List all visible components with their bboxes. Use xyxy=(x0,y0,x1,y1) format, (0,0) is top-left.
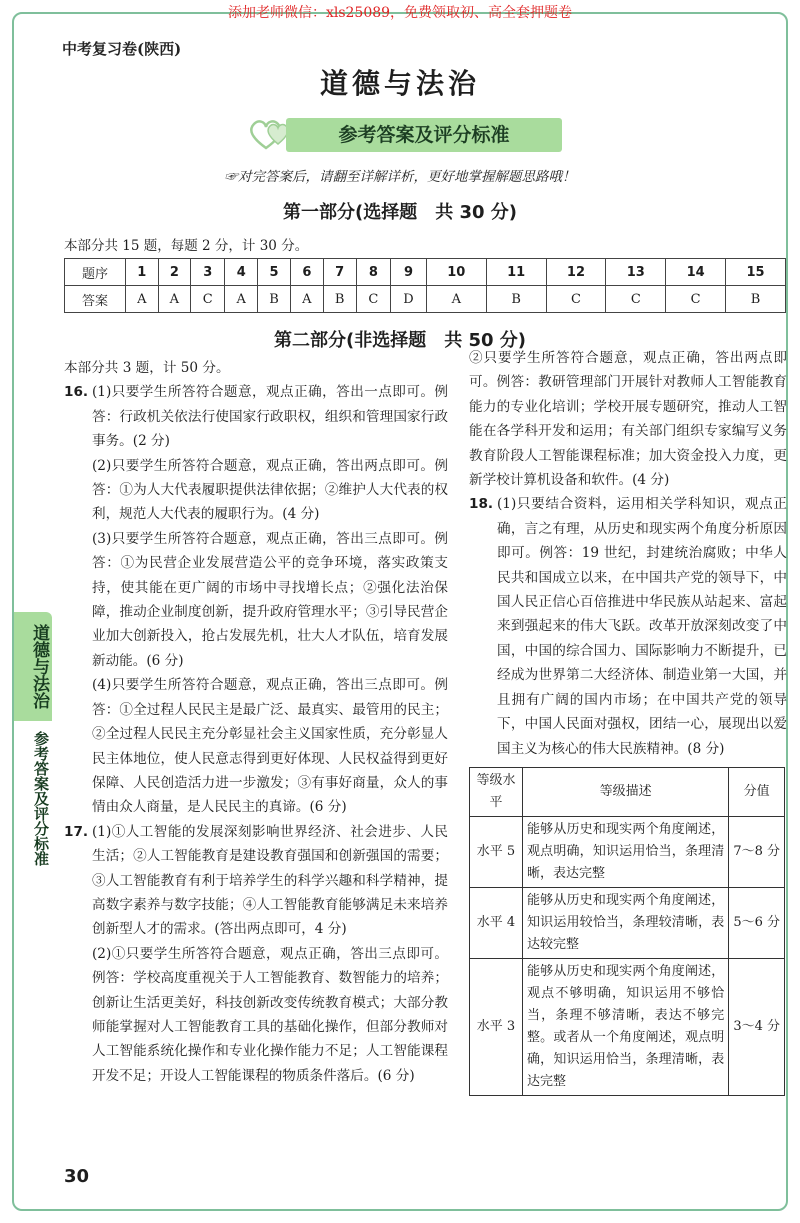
side-tab xyxy=(14,612,52,876)
grading-row xyxy=(470,887,785,958)
answer-cell: A xyxy=(225,286,258,313)
question-number-cell: 9 xyxy=(391,259,427,286)
question-number-cell: 5 xyxy=(258,259,291,286)
question-number-cell: 12 xyxy=(546,259,606,286)
question-number-cell: 8 xyxy=(356,259,390,286)
question-number-cell: 13 xyxy=(606,259,666,286)
question-18 xyxy=(469,492,787,760)
question-number-cell: 11 xyxy=(486,259,546,286)
q17-part1: (1)①人工智能的发展深刻影响世界经济、社会进步、人民生活；②人工智能教育是建设教育强国和创新强国的需要；③人工智能教育有利于培养学生的科学兴趣和科学精神，提高数字素养与数字技能；④人工智能教育能够满足未来培养创新型人才的需求。(答出两点即可，4 分) xyxy=(92,823,448,938)
question-number-cell: 4 xyxy=(225,259,258,286)
grade-desc: 能够从历史和现实两个角度阐述，知识运用较恰当，条理较清晰，表达较完整 xyxy=(523,887,729,958)
answer-cell: A xyxy=(158,286,191,313)
answer-cell: C xyxy=(666,286,726,313)
grade-level: 水平 3 xyxy=(470,958,523,1095)
grading-table-header xyxy=(470,767,785,816)
brand-label: 中考复习卷(陕西) xyxy=(62,40,182,58)
answer-cell: C xyxy=(546,286,606,313)
answer-cell: D xyxy=(391,286,427,313)
answer-cell: A xyxy=(291,286,324,313)
grading-row xyxy=(470,816,785,887)
grade-score: 7～8 分 xyxy=(729,816,785,887)
answer-cell: B xyxy=(323,286,356,313)
answer-cell: B xyxy=(726,286,786,313)
grade-desc: 能够从历史和现实两个角度阐述，观点明确，知识运用恰当，条理清晰，表达完整 xyxy=(523,816,729,887)
grade-head-level: 等级水平 xyxy=(470,767,523,816)
part2-intro: 本部分共 3 题，计 50 分。 xyxy=(64,360,230,376)
grade-desc: 能够从历史和现实两个角度阐述，观点不够明确，知识运用不够恰当，条理不够清晰，表达不够完整。或者从一个角度阐述，观点明确，知识运用恰当，条理清晰，表达完整 xyxy=(523,958,729,1095)
question-number-cell: 1 xyxy=(126,259,159,286)
part1-title: 第一部分(选择题 共 30 分) xyxy=(282,202,518,223)
question-16 xyxy=(64,380,448,819)
row-head-number: 题序 xyxy=(65,259,126,286)
q17-part2: (2)①只要学生所答符合题意，观点正确，答出三点即可。例答：学校高度重视关于人工智能教育、数智能力的培养；创新让生活更美好，科技创新改变传统教育模式；大部分教师能掌握对人工智能教育工具的基础化操作，但部分教师对人工智能系统化操作和专业化操作能力不足；人工智能课程开发不足；开设人工智能课程的物质条件落后。(6 分) xyxy=(92,945,448,1084)
answer-cell: C xyxy=(606,286,666,313)
q16-number: 16. xyxy=(64,384,89,401)
question-number-cell: 14 xyxy=(666,259,726,286)
answer-cell: B xyxy=(486,286,546,313)
q17-part3: ②只要学生所答符合题意，观点正确，答出两点即可。例答：教研管理部门开展针对教师人工智能教育能力的专业化培训；学校开展专题研究，推动人工智能在各学科开发和运用；有关部门组织专家编写义务教育阶段人工智能课程标准；加大资金投入力度，更新学校计算机设备和软件。(4 分) xyxy=(469,350,787,489)
answer-cell: C xyxy=(356,286,390,313)
watermark-text: 添加老师微信：xls25089，免费领取初、高全套押题卷 xyxy=(227,5,573,21)
answer-banner xyxy=(244,114,562,156)
q17-number: 17. xyxy=(64,823,89,840)
q18-number: 18. xyxy=(469,496,494,513)
page-title: 道德与法治 xyxy=(319,67,480,100)
q16-part4: (4)只要学生所答符合题意，观点正确，答出三点即可。例答：①全过程人民民主是最广泛、最真实、最管用的民主；②全过程人民民主充分彰显社会主义国家性质，充分彰显人民主体地位，使人民意志得到更好体现、人民权益得到更好保障、人民创造活力进一步激发；③有事好商量，众人的事情由众人商量，是人民民主的真谛。(6 分) xyxy=(92,677,448,816)
answer-table xyxy=(64,258,786,313)
answer-table-answer-row xyxy=(65,286,786,313)
grading-table xyxy=(469,767,785,1096)
grade-head-score: 分值 xyxy=(729,767,785,816)
grade-head-desc: 等级描述 xyxy=(523,767,729,816)
answer-table-number-row xyxy=(65,259,786,286)
answer-cell: A xyxy=(126,286,159,313)
page-number: 30 xyxy=(64,1166,90,1187)
part2-title: 第二部分(非选择题 共 50 分) xyxy=(273,330,527,351)
question-number-cell: 15 xyxy=(726,259,786,286)
question-17-continued xyxy=(469,346,787,492)
grade-score: 5～6 分 xyxy=(729,887,785,958)
question-number-cell: 3 xyxy=(191,259,225,286)
question-number-cell: 10 xyxy=(426,259,486,286)
q18-part1: (1)只要结合资料，运用相关学科知识，观点正确，言之有理，从历史和现实两个角度分析原因即可。例答：19 世纪，封建统治腐败；中华人民共和国成立以来，在中国共产党的领导下，中国人民正信心百倍推进中华民族从站起来、富起来到强起来的伟大飞跃。改革开放深刻改变了中国，中国的综合国力、国际影响力不断提升，已经成为世界第二大经济体、制造业第一大国，并且拥有广阔的国内市场；在中国共产党的领导下，中国人民面对强权，团结一心，展现出以爱国主义为核心的伟大民族精神。(8 分) xyxy=(497,496,787,757)
q16-part2: (2)只要学生所答符合题意，观点正确，答出两点即可。例答：①为人大代表履职提供法律依据；②维护人大代表的权利，规范人大代表的履职行为。(4 分) xyxy=(92,457,448,523)
grade-level: 水平 4 xyxy=(470,887,523,958)
left-column xyxy=(64,356,448,1088)
grade-level: 水平 5 xyxy=(470,816,523,887)
side-tab-subject: 道德与法治 xyxy=(14,612,52,721)
row-head-answer: 答案 xyxy=(65,286,126,313)
banner-title: 参考答案及评分标准 xyxy=(286,118,562,152)
grading-row xyxy=(470,958,785,1095)
part1-intro: 本部分共 15 题，每题 2 分，计 30 分。 xyxy=(64,238,309,254)
answer-cell: C xyxy=(191,286,225,313)
answer-cell: A xyxy=(426,286,486,313)
q16-part1: (1)只要学生所答符合题意，观点正确，答出一点即可。例答：行政机关依法行使国家行政职权，组织和管理国家行政事务。(2 分) xyxy=(92,384,448,450)
question-number-cell: 6 xyxy=(291,259,324,286)
right-column xyxy=(469,346,787,1096)
q16-part3: (3)只要学生所答符合题意，观点正确，答出三点即可。例答：①为民营企业发展营造公平的竞争环境，落实政策支持，使其能在更广阔的市场中寻找增长点；②强化法治保障，推动企业制度创新，提升政府管理水平；③引导民营企业加大创新投入，抢占发展先机，壮大人才队伍，培育发展新动能。(6 分) xyxy=(92,530,448,669)
question-number-cell: 7 xyxy=(323,259,356,286)
grade-score: 3～4 分 xyxy=(729,958,785,1095)
question-17 xyxy=(64,820,448,1088)
question-number-cell: 2 xyxy=(158,259,191,286)
side-tab-label: 参考答案及评分标准 xyxy=(32,731,50,866)
answer-cell: B xyxy=(258,286,291,313)
tip-text: ☞对完答案后，请翻至详解详析，更好地掌握解题思路哦！ xyxy=(224,169,576,185)
